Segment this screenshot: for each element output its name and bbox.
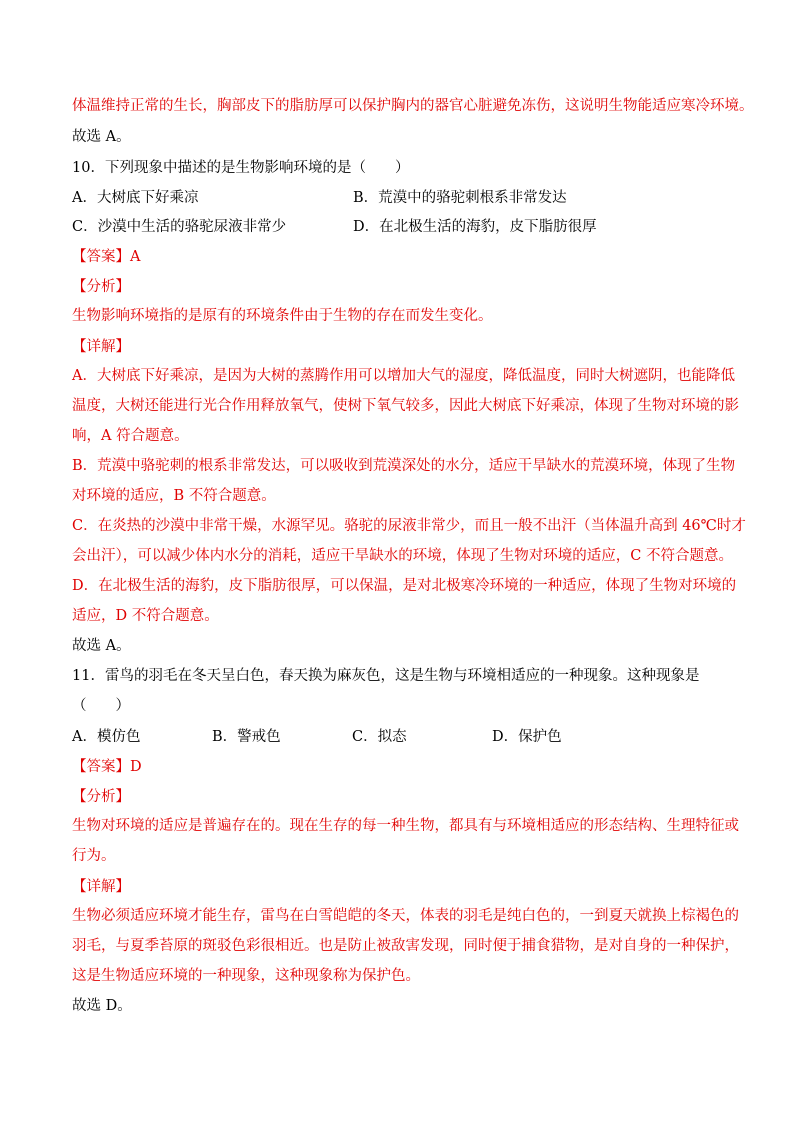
q10-option-b: B．荒漠中的骆驼刺根系非常发达 <box>353 190 567 206</box>
q11-analysis-line: 行为。 <box>72 848 116 864</box>
q11-analysis-line: 生物对环境的适应是普遍存在的。现在生存的每一种生物，都具有与环境相适应的形态结构、生理特征或 <box>72 818 739 834</box>
q10-detail-line: 响，A 符合题意。 <box>72 428 189 444</box>
q10-detail-line: 对环境的适应，B 不符合题意。 <box>72 488 276 504</box>
q11-detail-line: 羽毛，与夏季苔原的斑驳色彩很相近。也是防止被敌害发现，同时便于捕食猎物，是对自身的一种保护， <box>72 938 739 954</box>
q10-option-c: C．沙漠中生活的骆驼尿液非常少 <box>72 219 287 235</box>
q11-conclusion: 故选 D。 <box>72 998 132 1014</box>
q10-detail-line: A．大树底下好乘凉，是因为大树的蒸腾作用可以增加大气的湿度，降低温度，同时大树遮阴，也能降低 <box>72 368 735 384</box>
q10-option-d: D．在北极生活的海豹，皮下脂肪很厚 <box>353 219 597 235</box>
q10-answer-label: 【答案】 <box>72 249 130 265</box>
q10-detail-line: C．在炎热的沙漠中非常干燥，水源罕见。骆驼的尿液非常少，而且一般不出汗（当体温升高到 46℃时才 <box>72 518 746 534</box>
q11-option-a: A．模仿色 <box>72 729 141 745</box>
q10-detail-line: 会出汗），可以减少体内水分的消耗，适应干旱缺水的环境，体现了生物对环境的适应，C 不符合题意。 <box>72 548 733 564</box>
q10-detail-label: 【详解】 <box>72 339 130 355</box>
q10-analysis-label: 【分析】 <box>72 279 130 295</box>
q11-option-b: B．警戒色 <box>212 729 281 745</box>
q10-detail-line: B．荒漠中骆驼刺的根系非常发达，可以吸收到荒漠深处的水分，适应干旱缺水的荒漠环境，体现了生物 <box>72 458 736 474</box>
q10-analysis-text: 生物影响环境指的是原有的环境条件由于生物的存在而发生变化。 <box>72 308 493 324</box>
q11-answer-value: D <box>130 759 142 775</box>
q10-detail-line: D．在北极生活的海豹，皮下脂肪很厚，可以保温，是对北极寒冷环境的一种适应，体现了生物对环境的 <box>72 578 737 594</box>
q11-answer <box>72 757 142 777</box>
q11-analysis-label: 【分析】 <box>72 789 130 805</box>
prev-detail-tail: 体温维持正常的生长，胸部皮下的脂肪厚可以保护胸内的器官心脏避免冻伤，这说明生物能适应寒冷环境。 <box>72 98 754 114</box>
q11-option-d: D．保护色 <box>492 729 562 745</box>
q11-detail-line: 这是生物适应环境的一种现象，这种现象称为保护色。 <box>72 968 420 984</box>
q11-answer-label: 【答案】 <box>72 759 130 775</box>
prev-conclusion: 故选 A。 <box>72 129 131 145</box>
q10-answer <box>72 247 140 267</box>
q11-stem-blank: （ ） <box>72 698 130 714</box>
q10-option-a: A．大树底下好乘凉 <box>72 190 199 206</box>
q10-conclusion: 故选 A。 <box>72 638 131 654</box>
q11-option-c: C．拟态 <box>352 729 407 745</box>
q10-detail-line: 温度，大树还能进行光合作用释放氧气，使树下氧气较多，因此大树底下好乘凉，体现了生物对环境的影 <box>72 398 739 414</box>
q11-stem: 11．雷鸟的羽毛在冬天呈白色，春天换为麻灰色，这是生物与环境相适应的一种现象。这种现象是 <box>72 668 700 684</box>
q10-stem: 10．下列现象中描述的是生物影响环境的是（ ） <box>72 160 410 176</box>
q11-detail-label: 【详解】 <box>72 879 130 895</box>
q11-detail-line: 生物必须适应环境才能生存，雷鸟在白雪皑皑的冬天，体表的羽毛是纯白色的，一到夏天就换上棕褐色的 <box>72 908 739 924</box>
q10-detail-line: 适应，D 不符合题意。 <box>72 608 219 624</box>
q10-answer-value: A <box>130 249 141 265</box>
